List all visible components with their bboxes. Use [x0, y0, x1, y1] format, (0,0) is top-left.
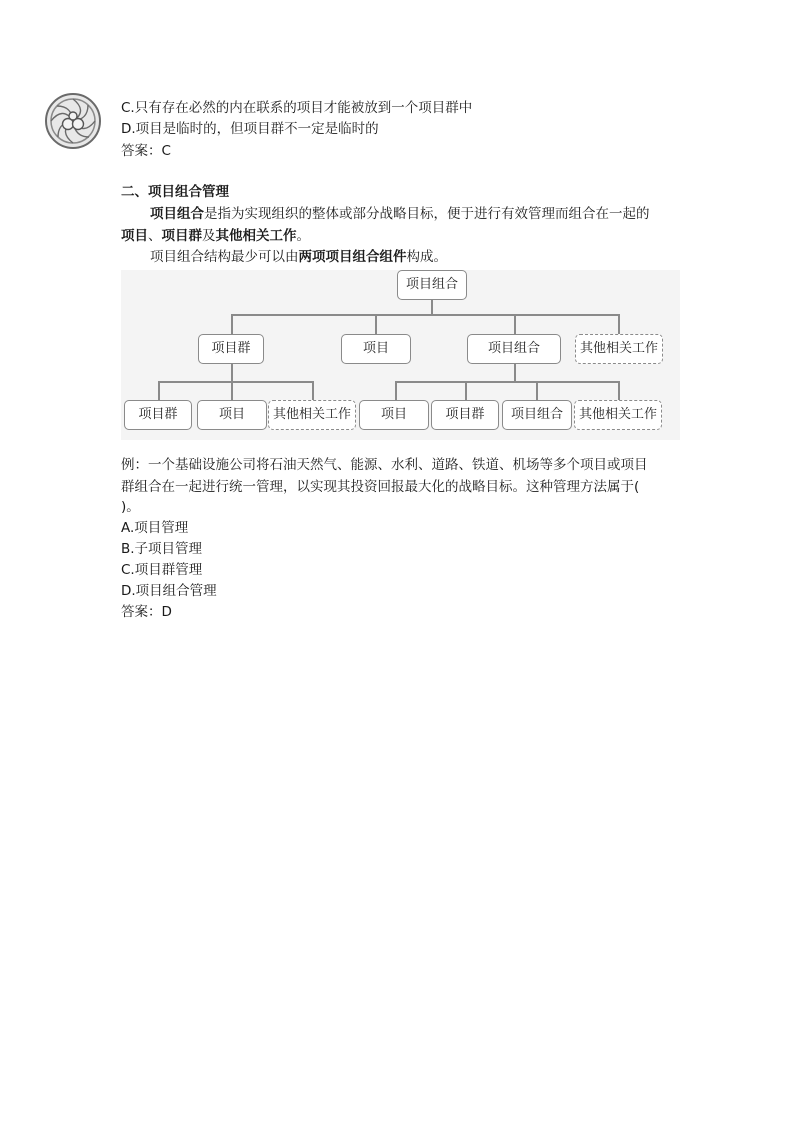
structure-line: [150, 247, 447, 267]
definition-sep: 、: [148, 228, 162, 244]
connector: [536, 381, 538, 400]
connector: [158, 381, 312, 383]
example-option-c: C.项目群管理: [121, 562, 203, 578]
node-l2-other-work: 其他相关工作: [574, 400, 662, 430]
connector: [618, 381, 620, 400]
structure-text: 构成。: [406, 249, 447, 265]
node-l2-project: 项目: [197, 400, 267, 430]
connector: [231, 364, 233, 381]
connector: [431, 300, 433, 314]
portfolio-structure-diagram: [121, 270, 680, 440]
connector: [514, 314, 516, 334]
node-l1-other-work: 其他相关工作: [575, 334, 663, 364]
definition-item-other: 其他相关工作: [215, 228, 297, 244]
example-stem-line-3: )。: [121, 499, 140, 515]
node-l2-program: 项目群: [124, 400, 192, 430]
option-c-text: C.只有存在必然的内在联系的项目才能被放到一个项目群中: [121, 100, 473, 116]
answer-text: 答案：C: [121, 143, 171, 159]
node-l1-project: 项目: [341, 334, 411, 364]
example-option-d: D.项目组合管理: [121, 583, 217, 599]
node-l2-other-work: 其他相关工作: [268, 400, 356, 430]
connector: [231, 314, 233, 334]
connector: [231, 381, 233, 400]
connector: [465, 381, 467, 400]
definition-term: 项目组合: [150, 206, 204, 222]
definition-end: 。: [296, 228, 310, 244]
connector: [158, 381, 160, 400]
node-root-portfolio: 项目组合: [397, 270, 467, 300]
definition-item-project: 项目: [121, 228, 148, 244]
structure-bold: 两项项目组合组件: [298, 249, 407, 265]
example-option-b: B.子项目管理: [121, 541, 203, 557]
node-l1-portfolio: 项目组合: [467, 334, 561, 364]
node-l2-program: 项目群: [431, 400, 499, 430]
connector: [375, 314, 377, 334]
logo-seal-icon: [44, 92, 102, 150]
definition-item-program: 项目群: [161, 228, 202, 244]
example-option-a: A.项目管理: [121, 520, 189, 536]
option-d-text: D.项目是临时的，但项目群不一定是临时的: [121, 121, 379, 137]
structure-text: 项目组合结构最少可以由: [150, 249, 299, 265]
section-heading: 二、项目组合管理: [121, 184, 229, 200]
node-l2-project: 项目: [359, 400, 429, 430]
node-l2-portfolio: 项目组合: [502, 400, 572, 430]
definition-line-1: [150, 204, 650, 224]
example-stem-line-2: 群组合在一起进行统一管理，以实现其投资回报最大化的战略目标。这种管理方法属于(: [121, 479, 640, 495]
connector: [231, 314, 619, 316]
connector: [514, 364, 516, 381]
connector: [618, 314, 620, 334]
node-l1-program: 项目群: [198, 334, 264, 364]
example-stem-line-1: 例：一个基础设施公司将石油天然气、能源、水利、道路、铁道、机场等多个项目或项目: [121, 457, 648, 473]
example-answer: 答案：D: [121, 604, 172, 620]
connector: [312, 381, 314, 400]
connector: [395, 381, 397, 400]
connector: [395, 381, 619, 383]
definition-text: 是指为实现组织的整体或部分战略目标，便于进行有效管理而组合在一起的: [204, 206, 650, 222]
definition-line-2: [121, 226, 310, 246]
definition-sep: 及: [202, 228, 216, 244]
